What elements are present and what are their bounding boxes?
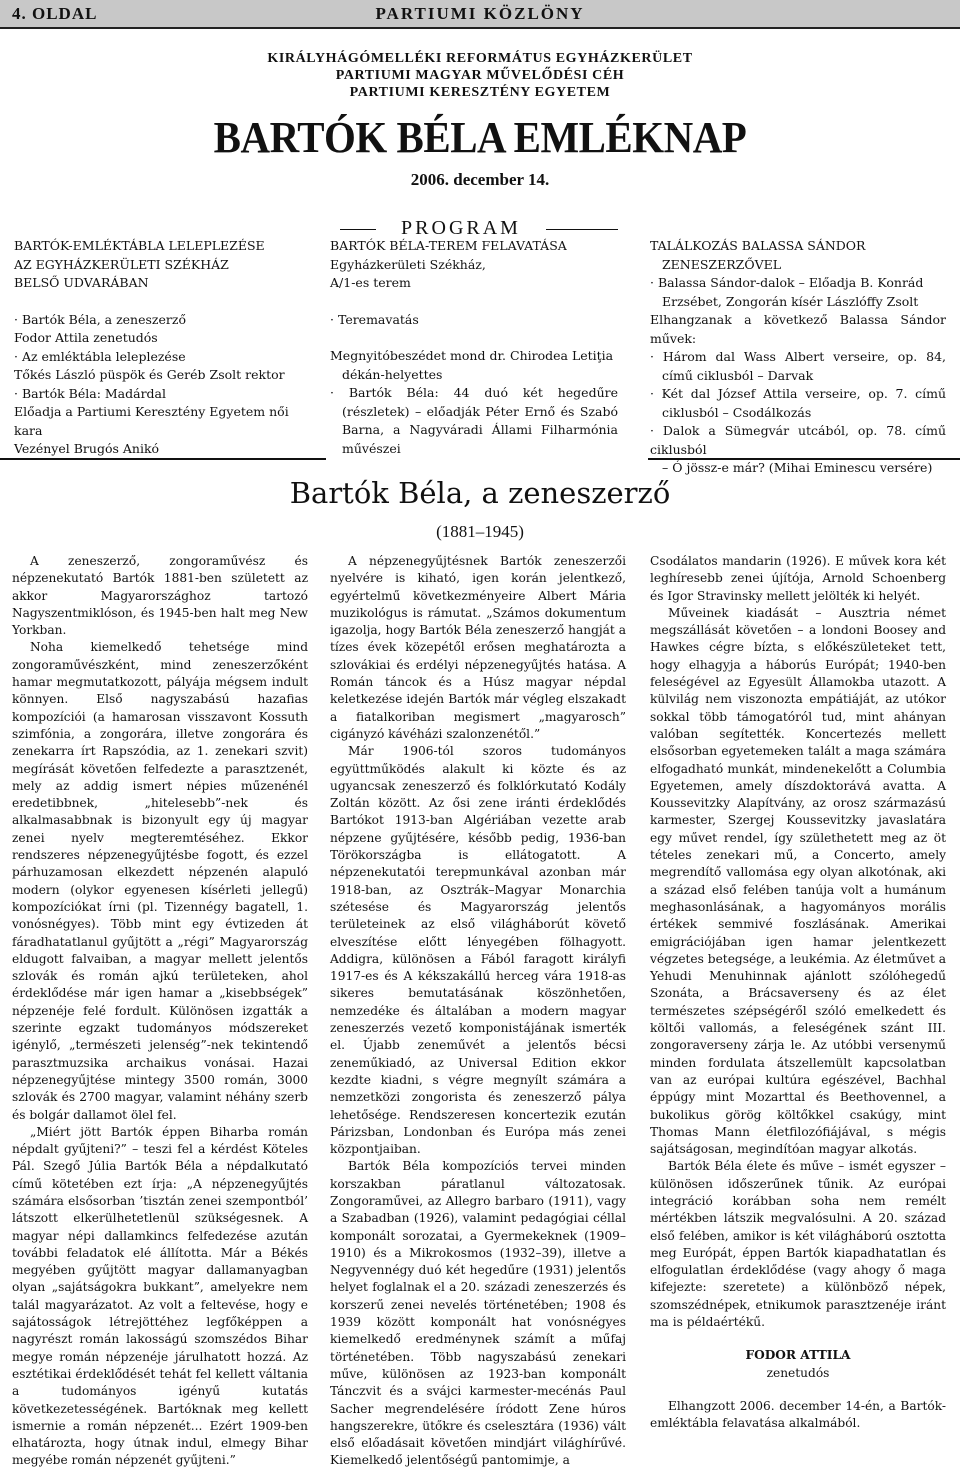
- program-item: · Két dal József Attila verseire, op. 7. című ciklusból – Csodálkozás: [650, 386, 946, 420]
- program-place: A/1-es terem: [330, 275, 411, 290]
- program-place: Egyházkerületi Székház,: [330, 256, 486, 272]
- program-column-3: [650, 237, 946, 478]
- program-item: Tőkés László püspök és Geréb Zsolt rektor: [14, 367, 285, 382]
- footnote: Elhangzott 2006. december 14-én, a Bartók-emléktábla felavatása alkalmából.: [650, 1398, 946, 1431]
- program-title-line: BARTÓK-EMLÉKTÁBLA LELEPLEZÉSE: [14, 238, 265, 253]
- program-column-1: [14, 237, 304, 459]
- program-item: · Bartók Béla: 44 duó két hegedűre (részletek) – előadják Péter Ernő és Szabó Barna, a Nagyváradi Állami Filharmónia művészei: [330, 385, 618, 456]
- paragraph: „Miért jött Bartók éppen Biharba román népdalt gyűjteni?” – teszi fel a kérdést Köteles Pál. Szegő Júlia Bartók Béla a népdalkutató című kötetében ezt írja: „A népzenegyűjtés számára elsősorban ’tisztán zenei szempontból’ látszott elkerülhetetlenül szükségesnek. A magyar népi dallamkincs felfedezése azután további feladatok elé állította. Már a Békés megyében gyűjtött magyar dallamanyagban olyan „sajátságokra bukkant”, amelyekre nem talál magyarázatot. Az volt a feltevése, hogy e sajátosságok létrejöttéhez legfőképpen a nagyrészt román lakosságú szomszédos Bihar megye román népzenéje járulhatott hozzá. Az esztétikai érdeklődését tehát fel kellett váltania a tudományos igényű kutatás következetességének. Bartóknak meg kellett ismernie a román népzenét... Ezért 1909-ben elhatározta, hogy útnak indul, elmegy Bihar megyébe román népzenét gyűjteni.”: [12, 1124, 308, 1468]
- organizer-line: KIRÁLYHÁGÓMELLÉKI REFORMÁTUS EGYHÁZKERÜLET: [267, 51, 693, 66]
- divider: [340, 229, 376, 230]
- signature-role: zenetudós: [766, 1365, 830, 1380]
- program-title: ZENESZERZŐVEL: [662, 256, 782, 272]
- program-item: · Dalok a Sümegvár utcából, op. 78. című ciklusból: [650, 423, 946, 457]
- program-item: · Bartók Béla: Madárdal: [14, 385, 167, 401]
- event-title: BARTÓK BÉLA EMLÉKNAP: [213, 113, 747, 162]
- program-item: – Ó jössz-e már? (Mihai Eminescu versére): [662, 460, 933, 475]
- program-item: · Az emléktábla leleplezése: [14, 348, 186, 364]
- article-column-3: [650, 553, 946, 1433]
- page-header-bar: [0, 0, 960, 29]
- program-item: Megnyitóbeszédet mond dr. Chirodea Letiţia: [330, 348, 614, 363]
- program-item: Vezényel Brugós Anikó: [14, 441, 160, 456]
- paragraph: Csodálatos mandarin (1926). E művek kora két leghíresebb zenei újítója, Arnold Schoenberg és Igor Stravinsky mellett jelölték ki helyét.: [650, 554, 946, 603]
- program-item: · Bartók Béla, a zeneszerző: [14, 311, 186, 327]
- program-title-line: AZ EGYHÁZKERÜLETI SZÉKHÁZ: [14, 256, 229, 272]
- program-item: Erzsébet, Zongorán kísér Lászlóffy Zsolt: [662, 293, 919, 309]
- paragraph: Már 1906-tól szoros tudományos együttműködés alakult ki közte és az ugyancsak zeneszerző és folklórkutató Kodály Zoltán között. Az ősi zene iránti érdeklődés Bartókot 1913-ban Algériában vezette arab népzene gyűjtésére, később pedig, 1936-ban Törökországba is ellátogatott. A népzenekutatói terepmunkával azonban már 1918-ban, az Osztrák–Magyar Monarchia szétesése és Magyarország jelentős területeinek az első világháborút követő elveszítése előtt lényegében fölhagyott. Addigra, különösen a Fából faragott királyfi 1917-es és A kékszakállú herceg vára 1918-as sikeres bemutatásának köszönhetően, nemzedéke és általában a modern magyar zeneszerzés vezető komponistájának ismerték el. Újabb zeneművét a jelentős bécsi zeneműkiadó, az Universal Edition ekkor kezdte kiadni, s végre megnyílt számára a nemzetközi zongorista és zeneszerző pálya lehetősége. Rendszeresen koncertezik ezután Párizsban, Londonban és Európa más zenei központjaiban.: [330, 744, 626, 1157]
- event-date: 2006. december 14.: [410, 170, 550, 189]
- program-title-line: BELSŐ UDVARÁBAN: [14, 275, 149, 290]
- article-title: Bartók Béla, a zeneszerző: [289, 476, 671, 510]
- divider: [0, 458, 326, 460]
- paragraph: A zeneszerző, zongoraművész és népzenekutató Bartók 1881-ben született az akkor Magyarországhoz tartozó Nagyszentmiklóson, és 1945-ben halt meg New Yorkban.: [12, 554, 308, 638]
- program-item: Előadja a Partiumi Keresztény Egyetem női kara: [14, 404, 289, 438]
- page-number: 4. OLDAL: [12, 4, 98, 23]
- divider: [546, 229, 618, 230]
- paragraph: Noha kiemelkedő tehetsége mind zongoraművészként, mind zeneszerzőként hamar megmutatkozott, pályája mégsem indult könnyen. Első nagyszabású hazafias kompozíciói (a hamarosan visszavont Kossuth szimfónia, a zongorára, illetve zongorára és zenekarra írt Rapszódia, az 1. zenekari szvit) megírását követően felfedezte a parasztzenét, mely az addig ismert népies műzenénél eredetibbnek, „hitelesebb”-nek és alkalmasabbnak is bizonyult egy új magyar zenei nyelv megteremtéséhez. Ekkor rendszeres népzenegyűjtésbe fogott, és ezzel párhuzamosan elkezdett népzenén alapuló modern (olykor egyenesen kísérleti jellegű) kompozíciókat írni (pl. Tizennégy bagatell, 1. vonósnégyes). Több mint egy évtizeden át fáradhatatlanul gyűjtött a „régi” Magyarország eldugott falvaiban, a magyar mellett jelentős szlovák és román ajkú területeken, ahol érdeklődése már igen hamar a „kisebbségek” népzenéje felé fordult. Különösen izgatták a szerinte egzakt tudományos módszereket igénylő, „természeti jelenség”-nek tekintendő parasztmuzsika archaikus vonásai. Hazai népzenegyűjtése mintegy 3500 román, 3000 szlovák és 2700 magyar, valamint néhány szerb és bolgár dallamot ölel fel.: [12, 640, 308, 1122]
- program-item: · Három dal Wass Albert verseire, op. 84, című ciklusból – Darvak: [650, 349, 946, 383]
- publication-title: PARTIUMI KÖZLÖNY: [375, 4, 585, 23]
- paragraph: A népzenegyűjtésnek Bartók zeneszerzői nyelvére is kiható, igen korán jelentkező, egyértelmű következményeire Albert Mária muzikológus is rámutat. „Számos dokumentum igazolja, hogy Bartók Béla zeneszerző hangját a tízes évek közepétől erősen meghatározta a szlovákiai és erdélyi népzenegyűjtés hatása. A Román táncok és a Húsz magyar népdal keletkezése idején Bartók már végleg elszakadt a fiatalkoriban megismert „magyarosch” cigányzó kávéházi szalonzenétől.”: [330, 554, 626, 741]
- program-item: Fodor Attila zenetudós: [14, 330, 158, 345]
- paragraph: Bartók Béla élete és műve – ismét egyszer – különösen időszerűnek tűnik. Az európai integráció korábban soha nem remélt mértékben látszik megvalósulni. A 20. század első felében, amikor is két világháború osztotta meg Európát, éppen Bartók kiapadhatatlan és elfogulatlan érdeklődése (vagy ahogy ő maga kifejezte: szeretete) a különböző népek, szomszédnépek, etnikumok parasztzenéje iránt ma is példaértékű.: [650, 1159, 946, 1330]
- program-title: BARTÓK BÉLA-TEREM FELAVATÁSA: [330, 238, 567, 253]
- organizer-line: PARTIUMI MAGYAR MŰVELŐDÉSI CÉH: [335, 68, 625, 83]
- program-intro: Elhangzanak a következő Balassa Sándor művek:: [650, 312, 946, 346]
- program-title: TALÁLKOZÁS BALASSA SÁNDOR: [650, 238, 866, 253]
- program-item: · Teremavatás: [330, 311, 419, 327]
- program-item: · Balassa Sándor-dalok – Előadja B. Konrád: [650, 275, 924, 290]
- paragraph: Bartók Béla kompozíciós tervei minden korszakban páratlanul változatosak. Zongoraművei, az Allegro barbaro (1911), vagy a Szabadban (1926), valamint pedagógiai céllal komponált sorozatai, a Gyermekeknek (1909–1910) és a Mikrokosmos (1932–39), illetve a Negyvennégy duó két hegedűre (1931) jelentős helyet foglalnak el a 20. századi zeneszerzés és korszerű zenei nevelés történetében; 1908 és 1939 között komponált hat vonósnégyes kiemelkedő eredménynek számít a műfaj történetében. Több nagyszabású zenekari műve, különösen az 1923-ban komponált Tánczvit és a svájci karmester-mecénás Paul Sacher megrendelésére íródott Zene húros hangszerekre, ütőkre és cselesztára (1936) vált első előadásait követően mindjárt világhírűvé. Kiemelkedő jelentőségű pantomimje, a: [330, 1159, 626, 1468]
- program-item: dékán-helyettes: [342, 366, 443, 382]
- program-column-2: [330, 237, 618, 458]
- divider: [648, 458, 960, 460]
- article-years: (1881–1945): [436, 522, 524, 541]
- signature-name: FODOR ATTILA: [745, 1348, 851, 1363]
- organizer-line: PARTIUMI KERESZTÉNY EGYETEM: [349, 85, 611, 100]
- article-column-1: [12, 553, 308, 1470]
- program-heading: PROGRAM: [401, 217, 521, 239]
- paragraph: Műveinek kiadását – Ausztria német megszállását követően – a londoni Boosey and Hawkes cégre bízta, s előkészületeket tett, hogy elhagyja a háborús Európát; 1940-ben feleségével az Egyesült Államokba utazott. A külvilág nem viszonozta empátiáját, az utókor sokkal több támogatóról tud, mint ahányan valóban segítették. Koncertezés mellett elsősorban egyetemeken talált a maga számára elfogadható munkát, mindenekelőtt a Columbia Egyetemen, amely díszdoktorává avatta. A Koussevitzky Alapítvány, az orosz származású karmester, Szergej Koussevitzky javaslatára egy művet rendel, így születhetett meg az öt tételes zenekari mű, a Concerto, amely megrendítő vallomása egy olyan alkotónak, aki a század első felében tanúja volt a humánum meghasonlásának, a hagyományos morális értékek semmivé foszlásának. Amerikai emigrációjában igen hamar jelentkezett végzetes betegsége, a leukémia. Az életművet a Yehudi Menuhinnak ajánlott szólóhegedű Szonáta, a Brácsaverseny és az élet természetes szépségéről szóló emelkedett és költői vallomás, a feleségének szánt III. zongoraverseny zárja le. Az utóbbi versenymű minden fordulata átszellemült kapcsolatban van az európai kultúra egészével, Bachhal éppúgy mint Mozarttal és Beethovennel, a bukolikus görög költőkkel csakúgy, mint Thomas Mann életfilozófiájával, s mégis sajátságosan, megindítóan magyar alkotás.: [650, 605, 946, 1157]
- article-column-2: [330, 553, 626, 1470]
